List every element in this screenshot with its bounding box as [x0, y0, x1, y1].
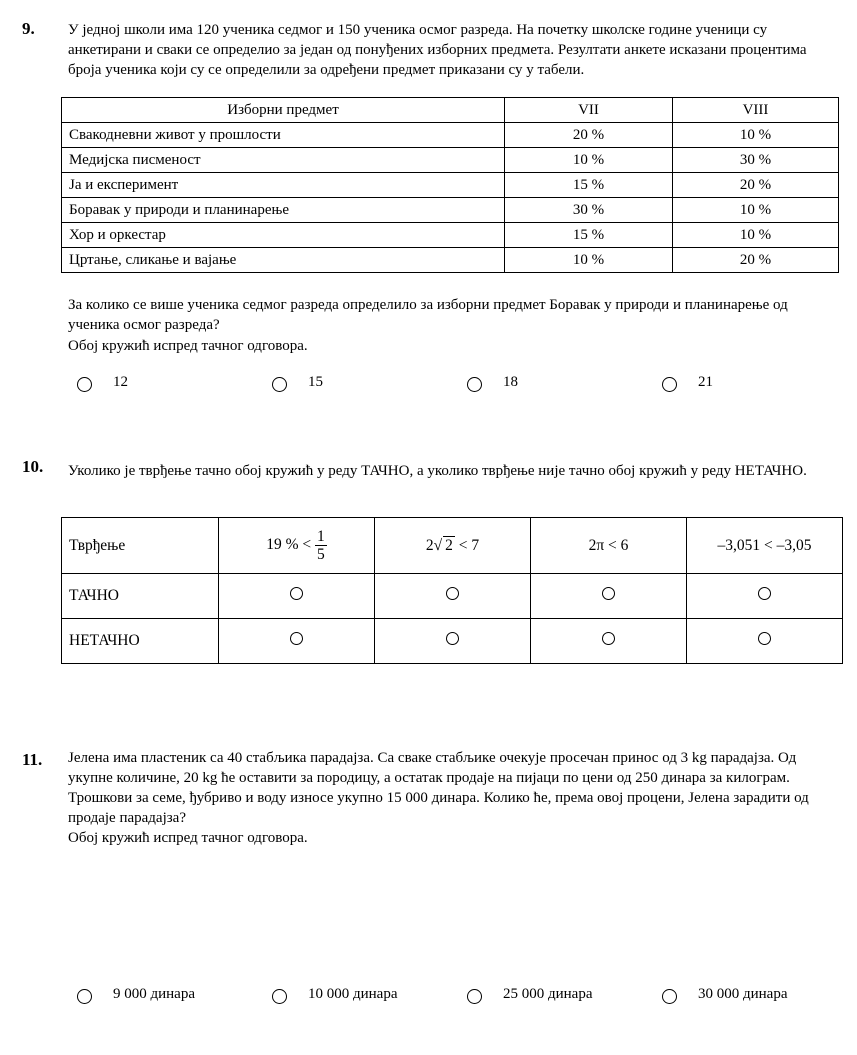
table-row: [62, 198, 839, 223]
row-true: [62, 574, 843, 619]
table-cell-vii: 10 %: [505, 248, 673, 273]
row-false-label: НЕТАЧНО: [62, 619, 219, 664]
table-cell-viii: 30 %: [673, 148, 839, 173]
answer-circle-icon[interactable]: [77, 989, 92, 1004]
question-9-instruction: Обој кружић испред тачног одговора.: [68, 338, 308, 354]
answer-circle-icon[interactable]: [272, 989, 287, 1004]
answer-circle-icon[interactable]: [290, 632, 303, 645]
table-row: [62, 248, 839, 273]
false-cell-3[interactable]: [531, 619, 687, 664]
fraction-denominator: 5: [317, 546, 325, 563]
subjects-table: [61, 97, 839, 273]
table-cell-subject: Свакодневни живот у прошлости: [62, 123, 505, 148]
table-row: [62, 223, 839, 248]
table-cell-subject: Медијска писменост: [62, 148, 505, 173]
statement-2-coefficient: 2: [425, 537, 434, 554]
table-cell-subject: Цртање, сликање и вајање: [62, 248, 505, 273]
true-cell-4[interactable]: [687, 574, 843, 619]
answer-circle-icon[interactable]: [602, 632, 615, 645]
table-header-row: [62, 98, 839, 123]
option-label: 10 000 динара: [308, 986, 398, 1002]
table-cell-subject: Ја и експеримент: [62, 173, 505, 198]
table-row: [62, 148, 839, 173]
table-cell-vii: 30 %: [505, 198, 673, 223]
question-10-number: 10.: [22, 457, 44, 476]
question-9-question: За колико се више ученика седмог разреда определило за изборни предмет Боравак у природи и планинарење од ученика осмог разреда?: [68, 297, 788, 333]
statement-1-left: 19 % <: [266, 536, 312, 554]
option-label: 30 000 динара: [698, 986, 788, 1002]
option-label: 9 000 динара: [113, 986, 196, 1002]
statements-header-label: Тврђење: [62, 518, 219, 574]
false-cell-1[interactable]: [219, 619, 375, 664]
fraction-numerator: 1: [317, 528, 325, 545]
table-cell-viii: 20 %: [673, 248, 839, 273]
question-11-instruction: Обој кружић испред тачног одговора.: [68, 830, 308, 846]
true-cell-3[interactable]: [531, 574, 687, 619]
row-false: [62, 619, 843, 664]
table-header-vii: VII: [505, 98, 673, 123]
statement-2-radicand: 2: [445, 537, 453, 554]
table-cell-vii: 15 %: [505, 173, 673, 198]
answer-circle-icon[interactable]: [446, 632, 459, 645]
row-true-label: ТАЧНО: [62, 574, 219, 619]
answer-circle-icon[interactable]: [446, 587, 459, 600]
table-cell-vii: 10 %: [505, 148, 673, 173]
answer-circle-icon[interactable]: [662, 377, 677, 392]
answer-circle-icon[interactable]: [758, 587, 771, 600]
answer-circle-icon[interactable]: [290, 587, 303, 600]
false-cell-2[interactable]: [375, 619, 531, 664]
statements-header-row: [62, 518, 843, 574]
answer-circle-icon[interactable]: [272, 377, 287, 392]
answer-circle-icon[interactable]: [758, 632, 771, 645]
true-cell-1[interactable]: [219, 574, 375, 619]
question-11-text: Јелена има пластеник са 40 стабљика парадајза. Са сваке стабљике очекује просечан принос од 3 kg парадајза. Од укупне количине, 20 kg ће оставити за породицу, а остатак продаје на пијаци по цени од 250 динара за килограм. Трошкови за семе, ђубриво и воду износе укупно 15 000 динара. Колико ће, према овој процени, Јелена зарадити од продаје парадајза?: [68, 750, 809, 826]
false-cell-4[interactable]: [687, 619, 843, 664]
answer-circle-icon[interactable]: [467, 989, 482, 1004]
table-header-viii: VIII: [673, 98, 839, 123]
answer-circle-icon[interactable]: [602, 587, 615, 600]
statement-4: –3,051 < –3,05: [687, 518, 843, 574]
statements-table: [61, 517, 843, 664]
sqrt-icon: √: [433, 537, 443, 554]
table-cell-viii: 10 %: [673, 223, 839, 248]
table-cell-viii: 10 %: [673, 123, 839, 148]
table-cell-subject: Боравак у природи и планинарење: [62, 198, 505, 223]
option-label: 18: [503, 374, 518, 390]
table-cell-viii: 10 %: [673, 198, 839, 223]
statement-2-rest: < 7: [454, 537, 480, 554]
option-label: 12: [113, 374, 128, 390]
table-row: [62, 123, 839, 148]
option-label: 25 000 динара: [503, 986, 593, 1002]
answer-circle-icon[interactable]: [467, 377, 482, 392]
table-cell-viii: 20 %: [673, 173, 839, 198]
table-row: [62, 173, 839, 198]
table-cell-subject: Хор и оркестар: [62, 223, 505, 248]
option-label: 15: [308, 374, 323, 390]
statement-1: [219, 518, 375, 574]
table-cell-vii: 20 %: [505, 123, 673, 148]
question-11-number: 11.: [22, 750, 43, 769]
question-10-intro: Уколико је тврђење тачно обој кружић у реду ТАЧНО, а уколико тврђење није тачно обој кружић у реду НЕТАЧНО.: [68, 463, 807, 479]
question-9-number: 9.: [22, 19, 35, 38]
answer-circle-icon[interactable]: [77, 377, 92, 392]
fraction: [315, 528, 327, 563]
statement-2: [375, 518, 531, 574]
statement-3: 2π < 6: [531, 518, 687, 574]
answer-circle-icon[interactable]: [662, 989, 677, 1004]
option-label: 21: [698, 374, 713, 390]
question-9-intro: У једној школи има 120 ученика седмог и 150 ученика осмог разреда. На почетку школске године ученици су анкетирани и сваки се определио за један од понуђених изборних предмета. Резултати анкете исказани процентима броја ученика који су се определили за одређени предмет приказани су у табели.: [68, 22, 807, 78]
true-cell-2[interactable]: [375, 574, 531, 619]
table-cell-vii: 15 %: [505, 223, 673, 248]
table-header-subject: Изборни предмет: [62, 98, 505, 123]
